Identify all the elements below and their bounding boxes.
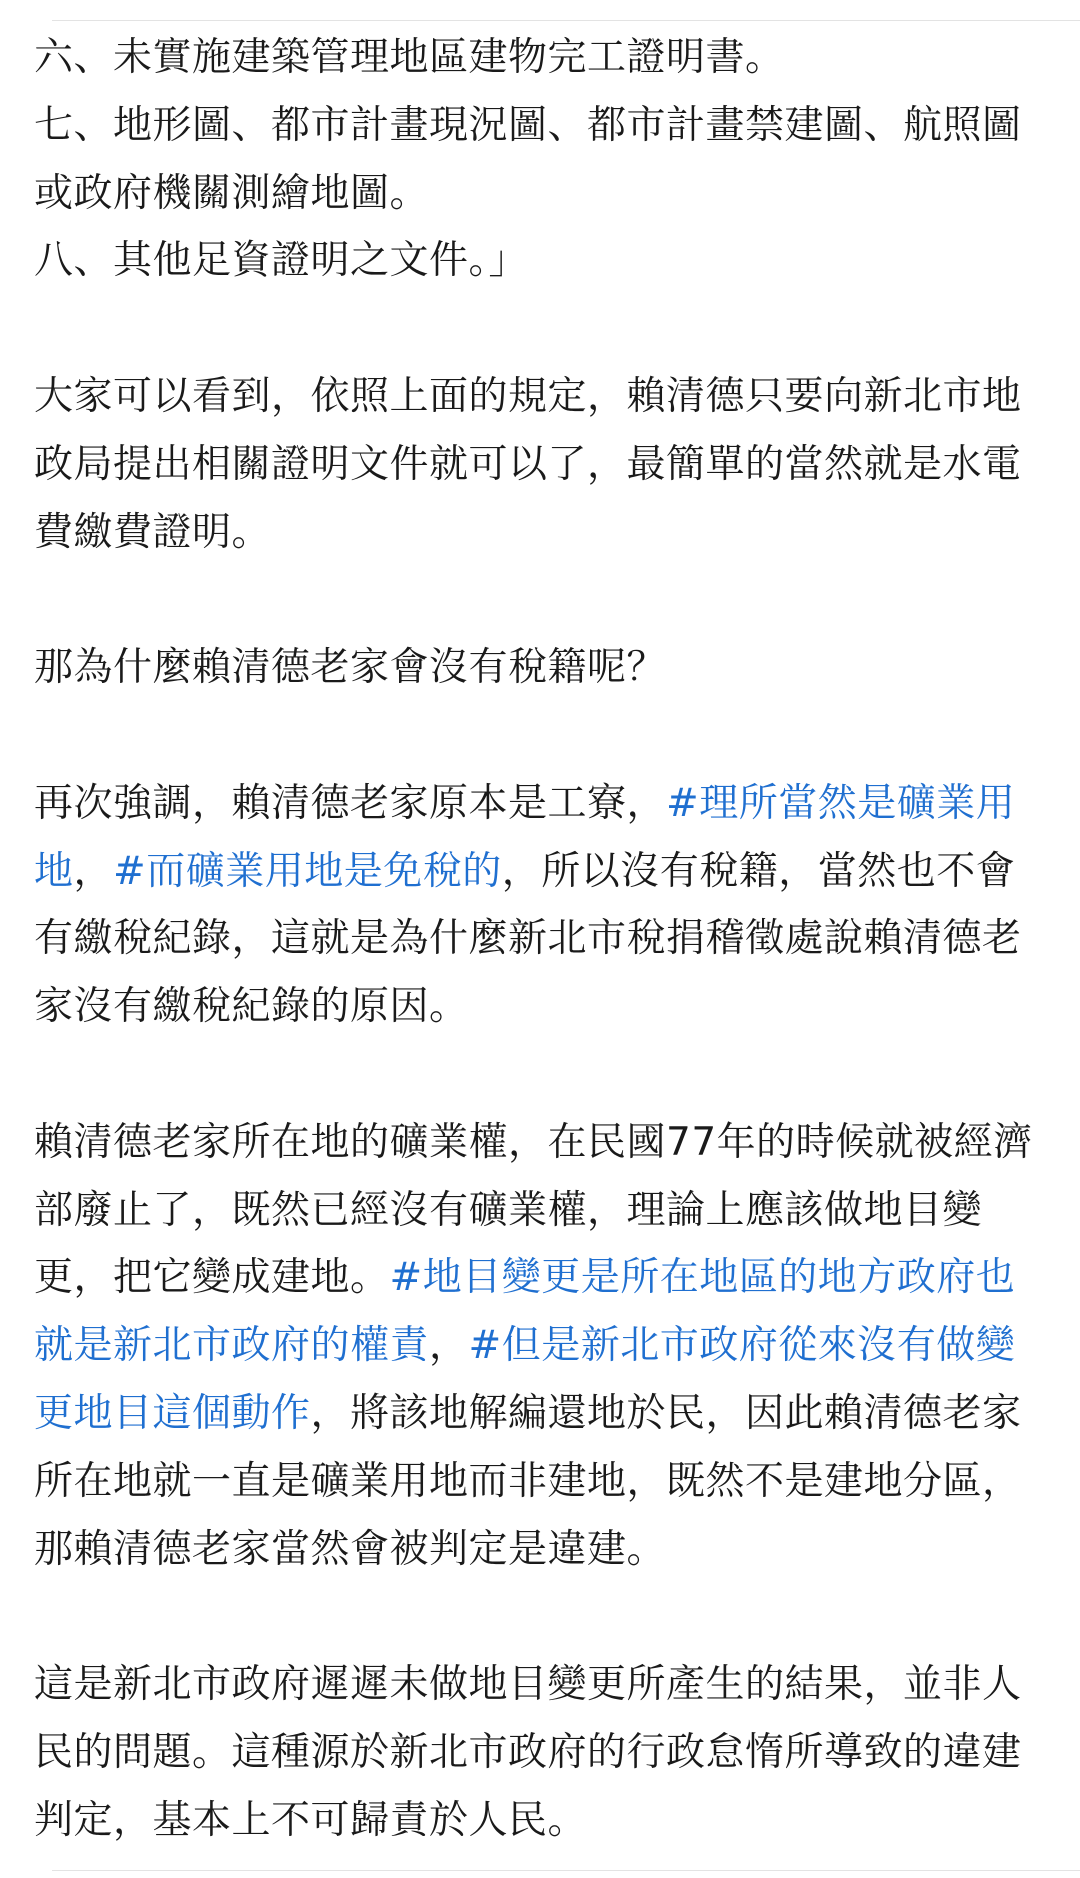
post-body: [34, 24, 1054, 1855]
text-segment: 再次強調，賴清德老家原本是工寮，: [34, 780, 667, 826]
list-item-8: 八、其他足資證明之文件。」: [34, 238, 529, 284]
hashtag-link[interactable]: #但是新北市政府從來沒有做變更地目這個動作: [34, 1323, 1016, 1436]
list-item-7: 七、地形圖、都市計畫現況圖、都市計畫禁建圖、航照圖或政府機關測繪地圖。: [34, 102, 1022, 216]
hashtag-link[interactable]: #地目變更是所在地區的地方政府也就是新北市政府的權責: [34, 1255, 1016, 1369]
paragraph-regulation-summary: 大家可以看到，依照上面的規定，賴清德只要向新北市地政局提出相關證明文件就可以了，最簡單的當然就是水電費繳費證明。: [34, 373, 1022, 555]
bottom-divider: [52, 1870, 1080, 1871]
paragraph-mining-rights: [34, 1109, 1054, 1584]
hashtag-link[interactable]: #而礦業用地是免稅的: [113, 848, 502, 894]
text-segment: ，將該地解編還地於民，因此賴清德老家所在地就一直是礦業用地而非建地，既然不是建地分區，那賴清德老家當然會被判定是違建。: [34, 1390, 1022, 1572]
paragraph-question: 那為什麼賴清德老家會沒有稅籍呢？: [34, 645, 667, 691]
paragraph-gap: [34, 1041, 1054, 1109]
text-segment: ，所以沒有稅籍，當然也不會有繳稅紀錄，這就是為什麼新北市稅捐稽徵處說賴清德老家沒有繳稅紀錄的原因。: [34, 848, 1022, 1030]
paragraph-conclusion: 這是新北市政府遲遲未做地目變更所產生的結果，並非人民的問題。這種源於新北市政府的行政怠惰所導致的違建判定，基本上不可歸責於人民。: [34, 1662, 1022, 1843]
top-divider: [52, 20, 1080, 21]
list-item-6: 六、未實施建築管理地區建物完工證明書。: [34, 35, 785, 80]
text-segment: 賴清德老家所在地的礦業權，在民國77年的時候就被經濟部廢止了，既然已經沒有礦業權，理論上應該做地目變更，把它變成建地。: [34, 1119, 1033, 1301]
paragraph-gap: [34, 566, 1054, 634]
paragraph-gap: [34, 295, 1054, 363]
text-segment: ，: [429, 1323, 469, 1369]
paragraph-mining-land: [34, 770, 1054, 1041]
hashtag-link[interactable]: #理所當然是礦業用地: [34, 780, 1016, 894]
text-segment: ，: [73, 848, 114, 894]
paragraph-gap: [34, 1583, 1054, 1651]
paragraph-gap: [34, 702, 1054, 770]
